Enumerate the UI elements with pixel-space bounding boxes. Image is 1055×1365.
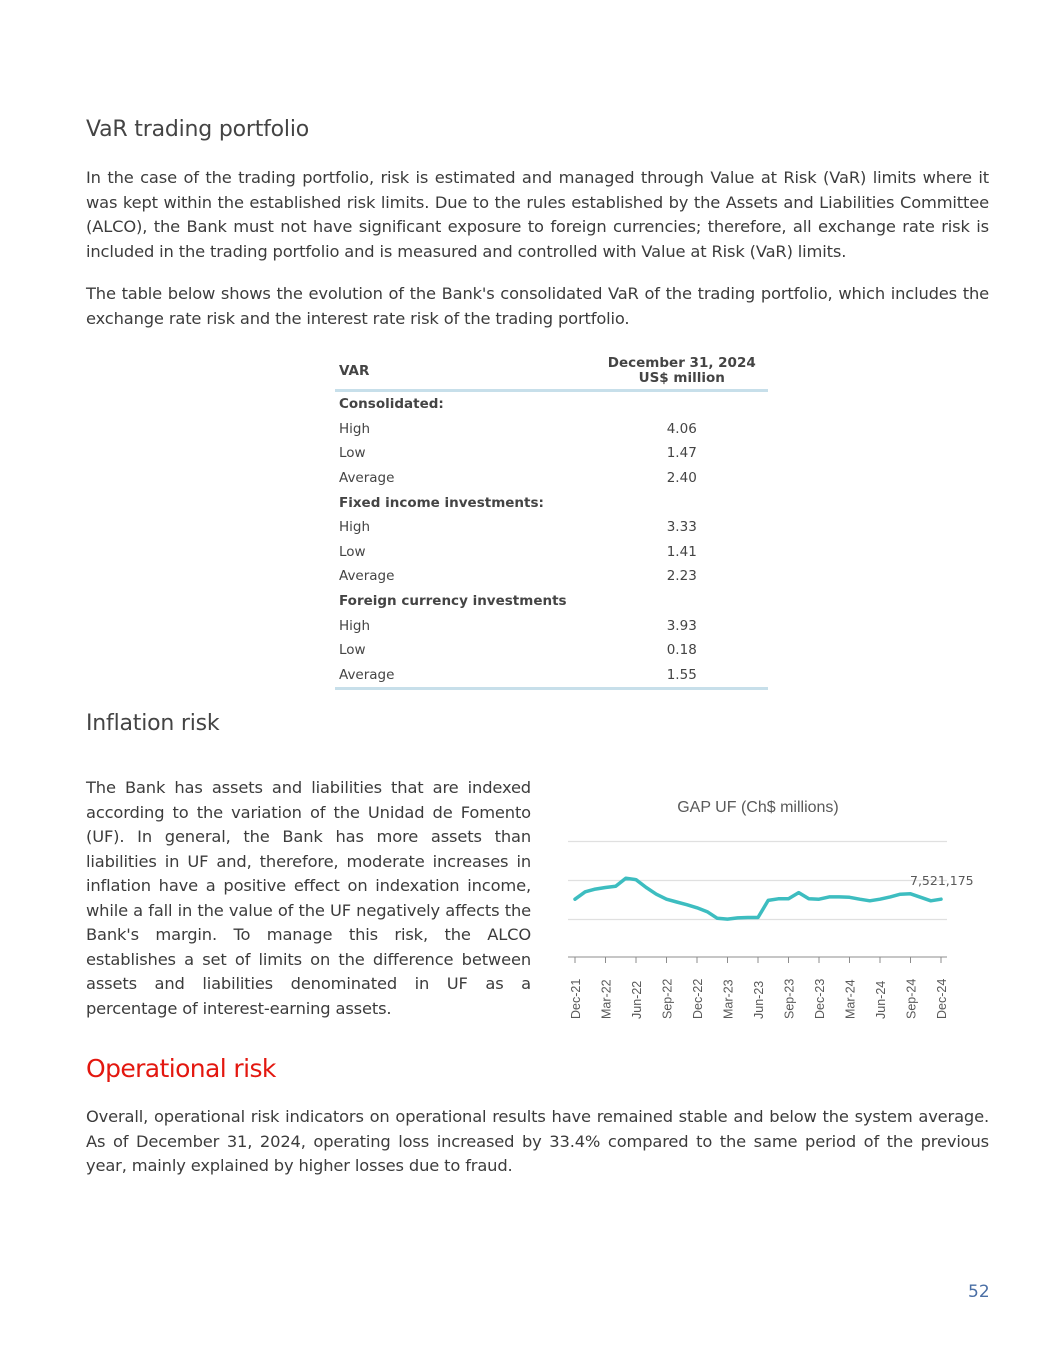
section-title-inflation: Inflation risk [86,711,220,736]
section-title-operational: Operational risk [86,1054,276,1083]
x-tick-label: Jun-24 [874,980,888,1019]
var-table [335,352,768,690]
x-tick-label: Sep-23 [782,978,797,1019]
page-number: 52 [968,1282,990,1302]
var-header-label: VAR [339,362,370,379]
x-tick-label: Jun-23 [752,980,766,1019]
row-label: Foreign currency investments [339,593,567,610]
x-tick-label: Mar-22 [599,979,614,1019]
row-value [596,490,768,515]
table-section-row [335,391,768,417]
row-label: High [339,617,371,634]
x-tick-label: Mar-24 [843,979,858,1019]
table-row [335,417,768,442]
var-table-header [335,352,768,391]
row-label: Low [339,445,366,462]
row-label: Fixed income investments: [339,494,544,511]
var-header-date-line2: US$ million [638,370,725,386]
chart-plot [560,790,980,1030]
table-row [335,663,768,689]
table-row [335,564,768,589]
row-value: 3.93 [666,617,697,634]
row-value: 0.18 [666,642,697,659]
table-row [335,441,768,466]
row-label: Consolidated: [339,396,444,413]
var-paragraph-2: The table below shows the evolution of the Bank's consolidated VaR of the trading portfolio, which includes the exchange rate risk and the interest rate risk of the trading portfolio. [86,284,989,328]
row-value: 3.33 [666,519,697,536]
table-row [335,540,768,565]
row-label: Low [339,543,366,560]
chart-title: GAP UF (Ch$ millions) [677,799,839,816]
var-header-date [596,352,768,391]
var-paragraph-1: In the case of the trading portfolio, risk is estimated and managed through Value at Risk (VaR) limits where it was kept within the established risk limits. Due to the rules established by the Assets and Liabilities Committee (ALCO), the Bank must not have significant exposure to foreign currencies; therefore, all exchange rate risk is included in the trading portfolio and is measured and controlled with Value at Risk (VaR) limits. [86,168,989,261]
gap-uf-line [575,878,941,919]
table-row [335,613,768,638]
x-tick-label: Jun-22 [630,980,644,1019]
row-label: Average [339,470,395,487]
row-label: Average [339,568,395,585]
x-tick-label: Sep-22 [660,978,675,1019]
var-header-date-line1: December 31, 2024 [607,355,756,371]
x-tick-label: Dec-21 [569,978,583,1019]
row-value: 4.06 [666,420,697,437]
table-section-row [335,589,768,614]
table-section-row [335,490,768,515]
inflation-paragraph: The Bank has assets and liabilities that are indexed according to the variation of the Unidad de Fomento (UF). In general, the Bank has more assets than liabilities in UF and, therefore, moderate increases in inflation have a positive effect on indexation income, while a fall in the value of the UF negatively affects the Bank's margin. To manage this risk, the ALCO establishes a set of limits on the difference between assets and liabilities denominated in UF as a percentage of interest-earning assets. [86,778,531,1018]
row-label: Average [339,666,395,683]
gap-uf-chart [560,790,980,1030]
x-tick-label: Sep-24 [904,978,919,1019]
table-row [335,515,768,540]
end-value-label: 7,521,175 [910,873,974,888]
table-row [335,638,768,663]
row-label: Low [339,642,366,659]
row-label: High [339,420,371,437]
row-value: 1.41 [666,543,697,560]
row-value: 2.40 [666,470,697,487]
operational-paragraph: Overall, operational risk indicators on operational results have remained stable and below the system average. As of December 31, 2024, operating loss increased by 33.4% compared to the same period of the previous year, mainly explained by higher losses due to fraud. [86,1107,989,1175]
row-label: High [339,519,371,536]
row-value: 2.23 [666,568,697,585]
x-tick-label: Dec-24 [935,978,949,1019]
section-title-var: VaR trading portfolio [86,117,310,142]
row-value: 1.55 [666,666,697,683]
x-tick-label: Dec-22 [691,978,705,1019]
x-tick-label: Dec-23 [813,978,827,1019]
table-row [335,466,768,491]
x-tick-label: Mar-23 [721,979,736,1019]
row-value [596,589,768,614]
row-value [596,391,768,417]
row-value: 1.47 [666,445,697,462]
